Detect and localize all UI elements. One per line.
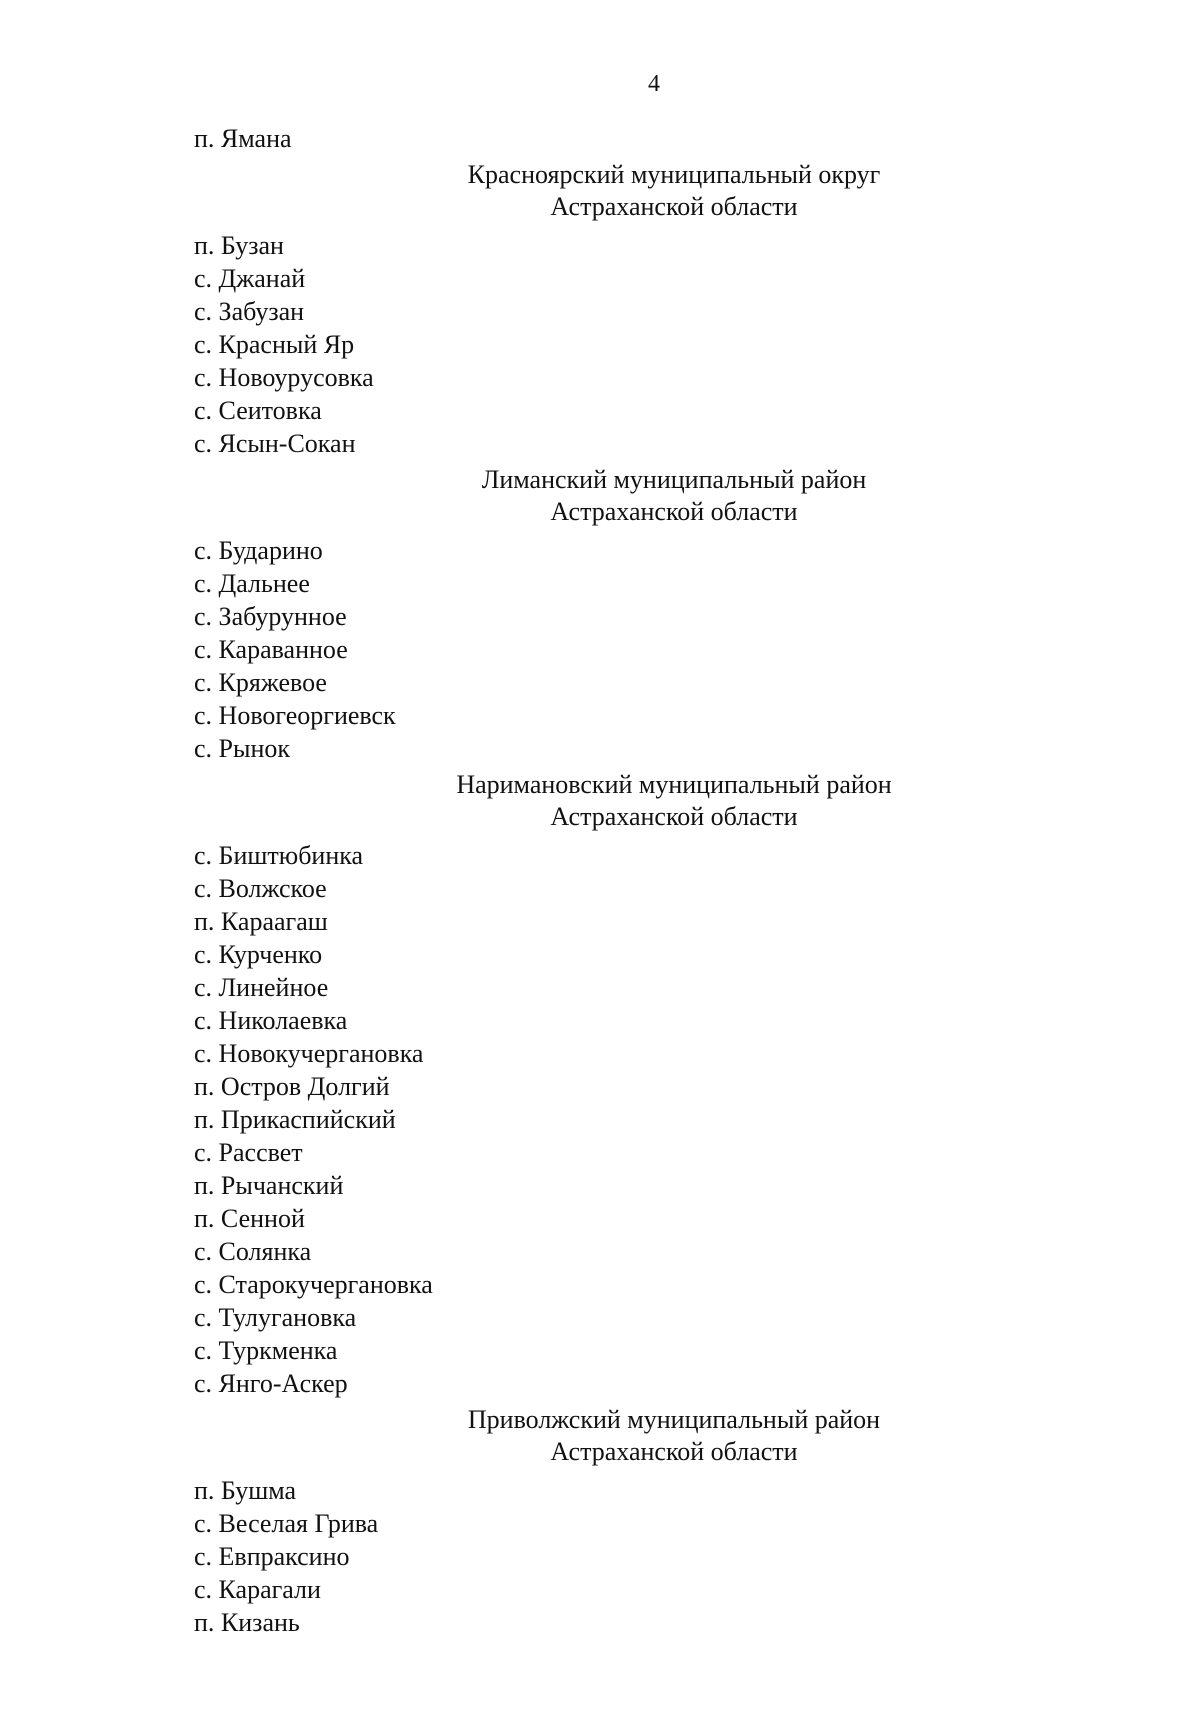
list-item: с. Новоурусовка: [194, 363, 374, 392]
list-item: с. Рассвет: [194, 1138, 303, 1167]
section-heading-line1: Лиманский муниципальный район: [481, 465, 867, 494]
list-item: п. Кизань: [194, 1608, 300, 1637]
section-heading-line1: Красноярский муниципальный округ: [467, 160, 881, 189]
list-item: с. Дальнее: [194, 569, 310, 598]
page-number: 4: [648, 71, 660, 97]
list-item: с. Волжское: [194, 874, 327, 903]
list-item: п. Бушма: [194, 1476, 297, 1505]
list-item: с. Тулугановка: [194, 1303, 357, 1332]
list-item: с. Ясын-Сокан: [194, 429, 356, 458]
list-item: с. Биштюбинка: [194, 841, 364, 870]
section-heading: [0, 159, 1200, 223]
section-heading-line1: Приволжский муниципальный район: [467, 1405, 881, 1434]
list-item: с. Джанай: [194, 264, 306, 293]
list-item: с. Янго-Аскер: [194, 1369, 348, 1398]
list-item: с. Евпраксино: [194, 1542, 350, 1571]
section-heading: [0, 1404, 1200, 1468]
list-item: с. Кряжевое: [194, 668, 327, 697]
list-item: п. Караагаш: [194, 907, 328, 936]
list-item: с. Карагали: [194, 1575, 321, 1604]
document-body: [0, 122, 1200, 1639]
list-item: с. Старокучергановка: [194, 1270, 433, 1299]
section-heading-line2: Астраханской области: [550, 497, 798, 526]
list-item: с. Забурунное: [194, 602, 347, 631]
list-item: с. Курченко: [194, 940, 323, 969]
list-item: п. Рычанский: [194, 1171, 344, 1200]
section-heading-line2: Астраханской области: [550, 192, 798, 221]
list-item: с. Рынок: [194, 734, 291, 763]
list-item: с. Туркменка: [194, 1336, 338, 1365]
section-heading-line2: Астраханской области: [550, 802, 798, 831]
list-item: с. Караванное: [194, 635, 348, 664]
list-item: п. Прикаспийский: [194, 1105, 396, 1134]
list-item: с. Новогеоргиевск: [194, 701, 396, 730]
list-item: п. Остров Долгий: [194, 1072, 390, 1101]
list-item: с. Солянка: [194, 1237, 312, 1266]
list-item: п. Бузан: [194, 231, 284, 260]
section-heading-line2: Астраханской области: [550, 1437, 798, 1466]
list-item: п. Ямана: [194, 124, 292, 153]
list-item: п. Сенной: [194, 1204, 305, 1233]
list-item: с. Линейное: [194, 973, 329, 1002]
section-heading-line1: Наримановский муниципальный район: [456, 770, 892, 799]
list-item: с. Сеитовка: [194, 396, 322, 425]
section-heading: [0, 769, 1200, 833]
list-item: с. Николаевка: [194, 1006, 348, 1035]
list-item: с. Веселая Грива: [194, 1509, 379, 1538]
list-item: с. Красный Яр: [194, 330, 355, 359]
list-item: с. Бударино: [194, 536, 323, 565]
list-item: с. Забузан: [194, 297, 305, 326]
section-heading: [0, 464, 1200, 528]
list-item: с. Новокучергановка: [194, 1039, 424, 1068]
